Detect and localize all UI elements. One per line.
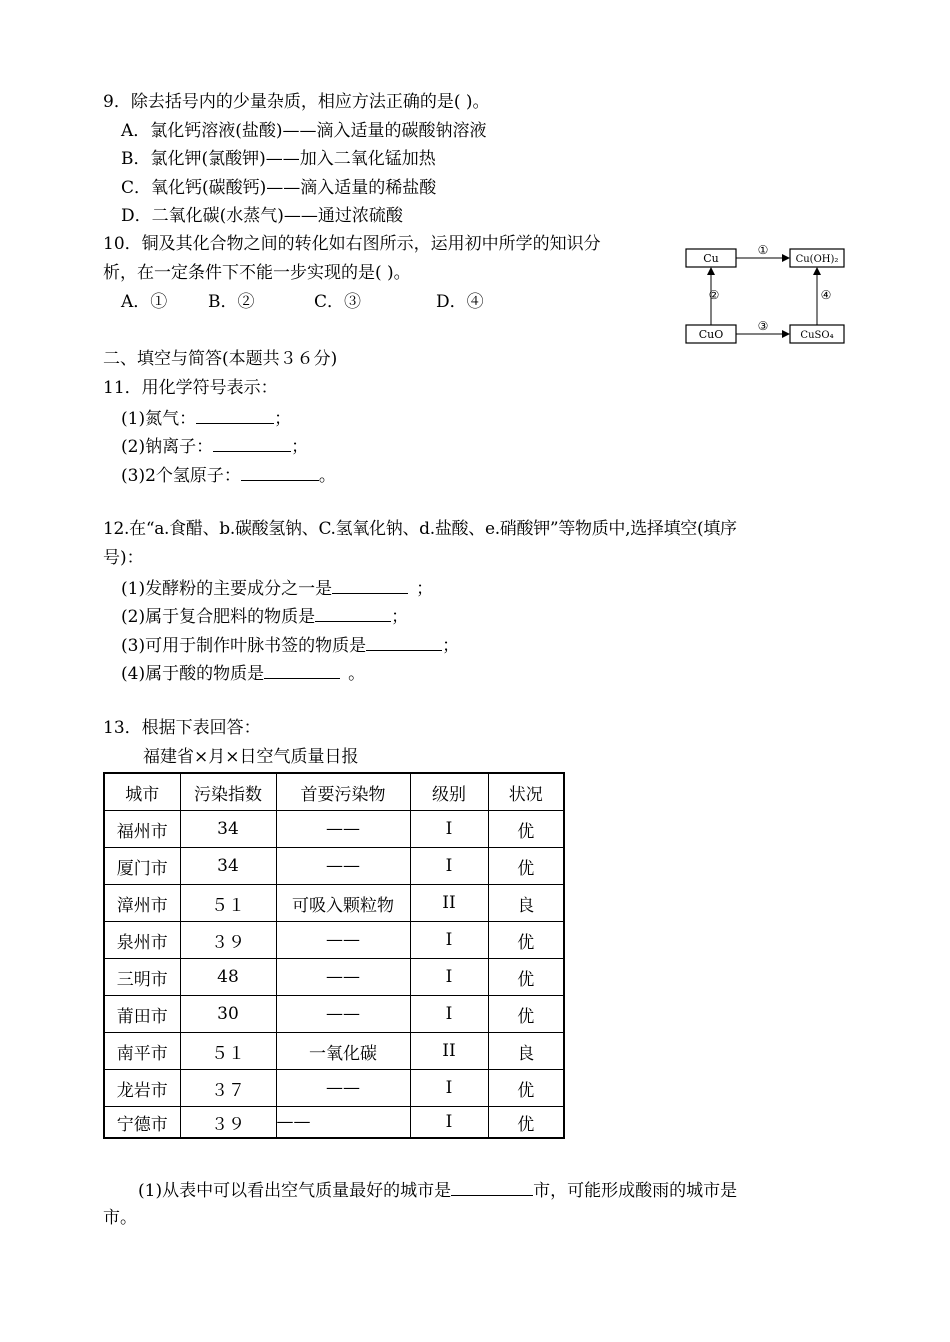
- table-row: [104, 848, 564, 885]
- header-grade: 级别: [410, 773, 488, 811]
- q13-sub1-part-b: 市，可能形成酸雨的城市是: [533, 1181, 738, 1201]
- answer-blank[interactable]: [332, 575, 408, 594]
- cell: 34: [180, 811, 276, 848]
- q12-item-1-label: (1)发酵粉的主要成分之一是: [121, 579, 333, 599]
- cell: ３７: [180, 1070, 276, 1107]
- cell: 厦门市: [104, 848, 180, 885]
- cell: ——: [276, 922, 410, 959]
- cell: 三明市: [104, 959, 180, 996]
- cell: 优: [488, 922, 564, 959]
- cell: ——: [276, 811, 410, 848]
- q12-item-3-label: (3)可用于制作叶脉书签的物质是: [121, 636, 367, 656]
- cell: ——: [276, 1070, 410, 1107]
- q12-item-4-end: 。: [348, 664, 366, 684]
- cell: 南平市: [104, 1033, 180, 1070]
- q9-option-a: A．氯化钙溶液(盐酸)——滴入适量的碳酸钠溶液: [121, 121, 487, 141]
- cell: ——: [276, 959, 410, 996]
- q9-option-c: C．氧化钙(碳酸钙)——滴入适量的稀盐酸: [121, 178, 437, 198]
- cell: II: [410, 885, 488, 922]
- cell: 一氧化碳: [276, 1033, 410, 1070]
- q12-stem-line1: 12.在“a.食醋、b.碳酸氢钠、C.氢氧化钠、d.盐酸、e.硝酸钾”等物质中,选择填空(填序: [103, 519, 737, 539]
- q11-item-1: [121, 405, 291, 431]
- cell: II: [410, 1033, 488, 1070]
- q12-item-1: [121, 575, 433, 601]
- cell: 漳州市: [104, 885, 180, 922]
- q10-option-b: B．②: [208, 292, 255, 312]
- cell: ——: [276, 996, 410, 1033]
- table-row: [104, 922, 564, 959]
- cell: I: [410, 811, 488, 848]
- cuo-label: CuO: [698, 328, 724, 341]
- cell: 34: [180, 848, 276, 885]
- header-pollutant: 首要污染物: [276, 773, 410, 811]
- arrow-3-label: ③: [757, 319, 769, 333]
- q12-item-1-end: ；: [416, 579, 434, 599]
- answer-blank[interactable]: [213, 433, 291, 452]
- arrow-2-label: ②: [708, 288, 720, 302]
- cell: 优: [488, 848, 564, 885]
- cell: 优: [488, 959, 564, 996]
- q13-stem: 13．根据下表回答：: [103, 718, 261, 738]
- table-row: [104, 1033, 564, 1070]
- q9-option-b: B．氯化钾(氯酸钾)——加入二氧化锰加热: [121, 149, 436, 169]
- q10-stem-line1: 10．铜及其化合物之间的转化如右图所示，运用初中所学的知识分: [103, 234, 601, 254]
- q11-item-3: [121, 462, 336, 488]
- cell: I: [410, 996, 488, 1033]
- cell: 48: [180, 959, 276, 996]
- q10-option-d: D．④: [436, 292, 484, 312]
- q11-item-2-end: ；: [291, 437, 309, 457]
- cell: ——: [276, 1107, 410, 1139]
- q13-sub1-part-a: (1)从表中可以看出空气质量最好的城市是: [138, 1181, 452, 1201]
- q12-stem-line2: 号)：: [103, 548, 144, 568]
- cell: ５１: [180, 1033, 276, 1070]
- q12-item-3-end: ；: [442, 636, 460, 656]
- cu-label: Cu: [703, 252, 719, 265]
- air-quality-table: [103, 772, 565, 1139]
- answer-blank[interactable]: [315, 603, 391, 622]
- q10-option-a: A．①: [121, 292, 168, 312]
- q10-stem-line2: 析，在一定条件下不能一步实现的是( )。: [103, 263, 411, 283]
- answer-blank[interactable]: [366, 632, 442, 651]
- table-row: [104, 885, 564, 922]
- q11-item-3-end: 。: [318, 466, 336, 486]
- cell: 优: [488, 1107, 564, 1139]
- table-header-row: [104, 773, 564, 811]
- cell: 泉州市: [104, 922, 180, 959]
- q9-option-d: D．二氧化碳(水蒸气)——通过浓硫酸: [121, 206, 403, 226]
- table-row: [104, 1070, 564, 1107]
- cell: I: [410, 922, 488, 959]
- cell: I: [410, 1107, 488, 1139]
- cell: 福州市: [104, 811, 180, 848]
- cell: 龙岩市: [104, 1070, 180, 1107]
- q13-sub1: [138, 1177, 737, 1203]
- answer-blank[interactable]: [451, 1177, 533, 1196]
- q12-item-2: [121, 603, 408, 629]
- header-status: 状况: [488, 773, 564, 811]
- answer-blank[interactable]: [264, 660, 340, 679]
- q12-item-2-end: ；: [391, 607, 409, 627]
- cell: I: [410, 848, 488, 885]
- q12-item-4-label: (4)属于酸的物质是: [121, 664, 265, 684]
- arrow-4-label: ④: [820, 288, 832, 302]
- cell: 优: [488, 1070, 564, 1107]
- cell: 可吸入颗粒物: [276, 885, 410, 922]
- cell: 30: [180, 996, 276, 1033]
- table-row: [104, 811, 564, 848]
- table-row: [104, 996, 564, 1033]
- cell: ３９: [180, 1107, 276, 1139]
- cell: ——: [276, 848, 410, 885]
- q11-item-2-label: (2)钠离子：: [121, 437, 214, 457]
- q11-item-3-label: (3)2个氢原子：: [121, 466, 241, 486]
- cell: 优: [488, 811, 564, 848]
- q11-item-1-end: ；: [274, 409, 292, 429]
- section-2-title: 二、填空与简答(本题共３６分): [103, 349, 338, 369]
- q12-item-2-label: (2)属于复合肥料的物质是: [121, 607, 316, 627]
- q11-item-1-label: (1)氮气：: [121, 409, 197, 429]
- answer-blank[interactable]: [241, 462, 319, 481]
- cell: 良: [488, 885, 564, 922]
- cell: I: [410, 959, 488, 996]
- q11-stem: 11．用化学符号表示：: [103, 378, 278, 398]
- table-title: 福建省×月×日空气质量日报: [143, 747, 359, 767]
- copper-conversion-diagram: [684, 236, 848, 348]
- cell: ５１: [180, 885, 276, 922]
- q10-option-c: C．③: [314, 292, 362, 312]
- cell: 宁德市: [104, 1107, 180, 1139]
- q13-sub1-end: 市。: [103, 1208, 137, 1228]
- cuoh2-label: Cu(OH)₂: [795, 254, 839, 265]
- cell: 莆田市: [104, 996, 180, 1033]
- q11-item-2: [121, 433, 308, 459]
- cell: 优: [488, 996, 564, 1033]
- answer-blank[interactable]: [196, 405, 274, 424]
- q12-item-3: [121, 632, 459, 658]
- q12-item-4: [121, 660, 365, 686]
- table-row: [104, 959, 564, 996]
- cell: I: [410, 1070, 488, 1107]
- header-index: 污染指数: [180, 773, 276, 811]
- arrow-1-label: ①: [757, 243, 769, 257]
- cell: 良: [488, 1033, 564, 1070]
- q9-stem: 9．除去括号内的少量杂质，相应方法正确的是( )。: [103, 92, 490, 112]
- cuso4-label: CuSO₄: [800, 330, 834, 341]
- cell: ３９: [180, 922, 276, 959]
- table-row: [104, 1107, 564, 1139]
- header-city: 城市: [104, 773, 180, 811]
